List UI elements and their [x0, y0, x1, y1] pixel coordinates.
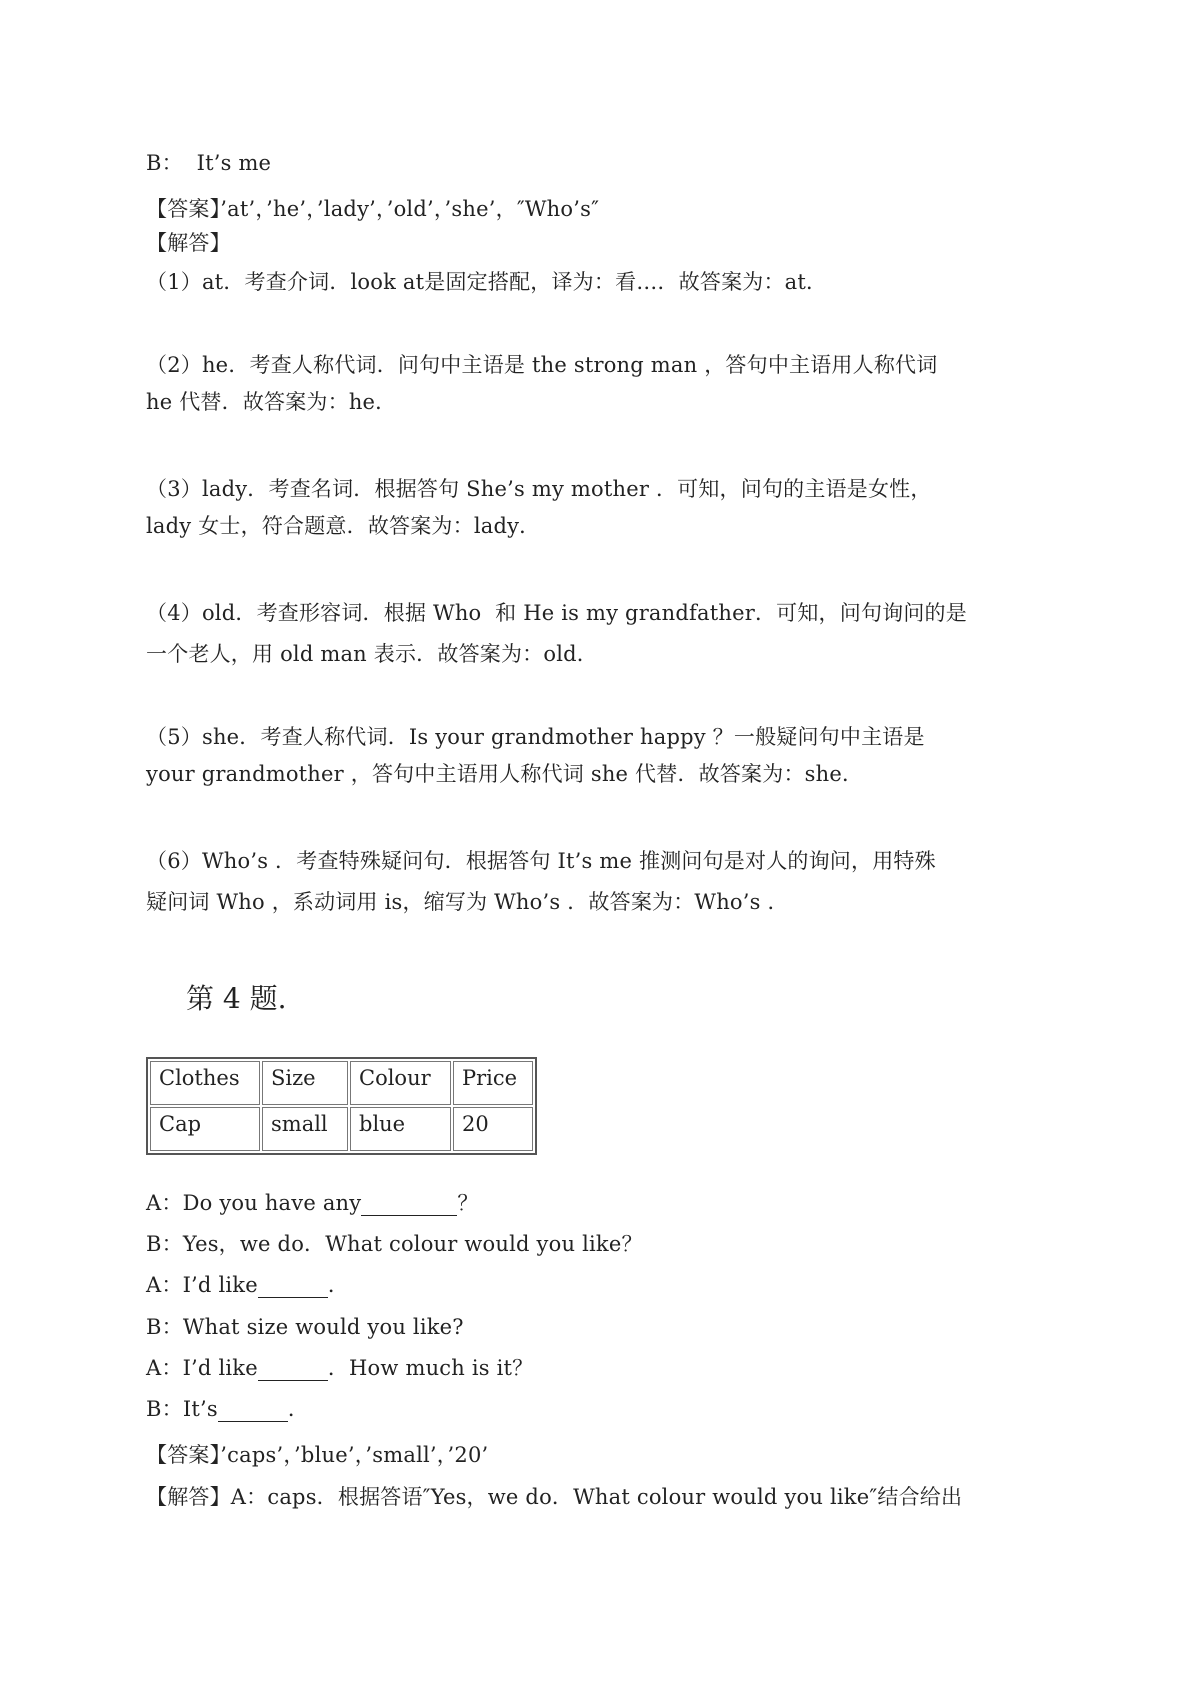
clothes-table [146, 1057, 537, 1155]
explanation-3-line-1: （3）lady．考查名词．根据答句 She’s my mother ．可知，问句的主语是女性， [146, 477, 932, 501]
answer-blank [258, 1358, 328, 1381]
table-header-cell: Price [453, 1061, 533, 1105]
explanation-1: （1）at．考查介词．look at是固定搭配，译为：看…．故答案为：at． [146, 270, 828, 294]
table-header-cell: Size [262, 1061, 348, 1105]
explanation-5-line-2: your grandmother ，答句中主语用人称代词 she 代替．故答案为：she． [146, 762, 864, 786]
explanation-3-line-2: lady 女士，符合题意．故答案为：lady． [146, 514, 541, 538]
answer-line: 【答案】’caps’，’blue’，’small’，’20’ [146, 1443, 489, 1467]
analysis-line: 【解答】A：caps．根据答语″Yes，we do．What colour would you like″结合给出 [146, 1485, 963, 1509]
analysis-header: 【解答】 [146, 231, 231, 255]
table-header-row [150, 1061, 533, 1105]
dialog-line: B：What size would you like? [146, 1315, 464, 1339]
answer-blank [361, 1193, 457, 1216]
question-4-title: 第 4 题. [186, 982, 287, 1015]
dialog-line: B：It’s ． [146, 1397, 310, 1421]
dialog-line: A：I’d like ．How much is it？ [146, 1356, 534, 1380]
dialog-line: B：Yes，we do．What colour would you like？ [146, 1232, 643, 1256]
table-cell: 20 [453, 1107, 533, 1151]
answer-line: 【答案】’at’，’he’，’lady’，’old’，’she’，″Who’s″ [146, 197, 600, 221]
table-row [150, 1107, 533, 1151]
explanation-4-line-1: （4）old．考查形容词．根据 Who 和 He is my grandfather．可知，问句询问的是 [146, 601, 967, 625]
dialog-line-b: B： It’s me [146, 151, 272, 175]
explanation-2-line-1: （2）he．考查人称代词．问句中主语是 the strong man ，答句中主语用人称代词 [146, 353, 938, 377]
dialog-line: A：I’d like ． [146, 1273, 350, 1297]
explanation-6-line-2: 疑问词 Who ，系动词用 is，缩写为 Who’s ．故答案为：Who’s ． [146, 890, 789, 914]
answer-blank [218, 1399, 288, 1422]
table-cell: small [262, 1107, 348, 1151]
table-cell: blue [350, 1107, 451, 1151]
table-header-cell: Clothes [150, 1061, 260, 1105]
explanation-4-line-2: 一个老人，用 old man 表示．故答案为：old． [146, 642, 598, 666]
dialog-line: A：Do you have any ？ [146, 1191, 479, 1215]
table-cell: Cap [150, 1107, 260, 1151]
answer-blank [258, 1275, 328, 1298]
table-header-cell: Colour [350, 1061, 451, 1105]
explanation-5-line-1: （5）she．考查人称代词．Is your grandmother happy ？一般疑问句中主语是 [146, 725, 925, 749]
explanation-2-line-2: he 代替．故答案为：he． [146, 390, 397, 414]
explanation-6-line-1: （6）Who’s ．考查特殊疑问句．根据答句 It’s me 推测问句是对人的询问，用特殊 [146, 849, 936, 873]
